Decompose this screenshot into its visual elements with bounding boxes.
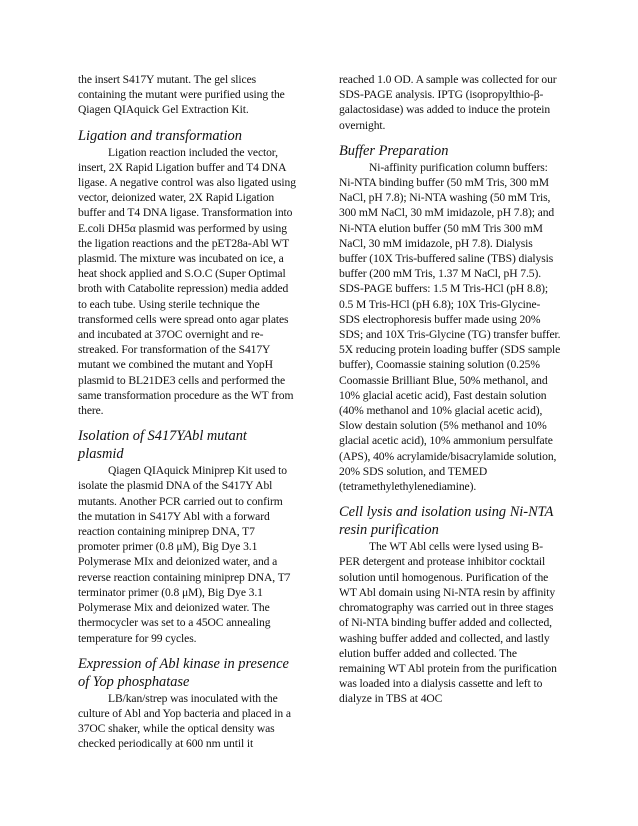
section-body-ligation: Ligation reaction included the vector, insert, 2X Rapid Ligation buffer and T4 DNA ligase. A negative control was also ligated using vector, deionized water, 2X Rapid Ligation buffer and T4 DNA ligase. Transformation into E.coli DH5α plasmid was performed by using the ligation reactions and the pET28a-Abl WT plasmid. The mixture was incubated on ice, a heat shock applied and S.O.C (Super Optimal broth with Catabolite repression) media added to each tube. Using sterile technique the transformed cells were spread onto agar plates and incubated at 37OC overnight and re-streaked. For transformation of the S417Y mutant we combined the mutant and YopH plasmid to BL21DE3 cells and performed the same transformation procedure as the WT from there. [78,145,296,418]
section-body-cell-lysis: The WT Abl cells were lysed using B-PER detergent and protease inhibitor cocktail solution until homogenous. Purification of the WT Abl domain using Ni-NTA resin by affinity chromatography was carried out in three stages of Ni-NTA binding buffer added and collected, washing buffer added and collected, and lastly elution buffer added and collected. The remaining WT Abl protein from the purification was loaded into a dialysis cassette and left to dialyze in TBS at 4OC [339,540,557,706]
section-heading-ligation: Ligation and transformation [78,127,242,144]
section-body-buffer: Ni-affinity purification column buffers: Ni-NTA binding buffer (50 mM Tris, 300 mM NaCl, pH 7.8); Ni-NTA washing (50 mM Tris, 300 mM NaCl, 30 mM imidazole, pH 7.8); and Ni-NTA elution buffer (50 mM Tris 300 mM NaCl, 30 mM imidazole, pH 7.8). Dialysis buffer (10X Tris-buffered saline (TBS) dialysis buffer (200 mM Tris, 1.37 M NaCl, pH 7.5). SDS-PAGE buffers: 1.5 M Tris-HCl (pH 8.8); 0.5 M Tris-HCl (pH 6.8); 10X Tris-Glycine-SDS electrophoresis buffer made using 20% SDS; and 10X Tris-Glycine (TG) transfer buffer. 5X reducing protein loading buffer (SDS sample buffer), Coomassie staining solution (0.25% Coomassie Brilliant Blue, 50% methanol, and 10% glacial acetic acid), Fast destain solution (40% methanol and 10% glacial acetic acid), Slow destain solution (5% methanol and 10% glacial acetic acid), 10% ammonium persulfate (APS), 40% acrylamide/bisacrylamide solution, 20% SDS solution, and TEMED (tetramethylethylenediamine). [339,160,561,494]
section-body-isolation: Qiagen QIAquick Miniprep Kit used to isolate the plasmid DNA of the S417Y Abl mutants. Another PCR carried out to confirm the mutation in S417Y Abl with a forward reaction containing miniprep DNA, T7 promoter primer (0.8 μM), Big Dye 3.1 Polymerase MIx and deionized water, and a reverse reaction containing miniprep DNA, T7 terminator primer (0.8 μM), Big Dye 3.1 Polymerase Mix and deionized water. The thermocycler was set to a 45OC annealing temperature for 99 cycles. [78,464,291,645]
section-body-expression: LB/kan/strep was inoculated with the culture of Abl and Yop bacteria and placed in a 37OC shaker, while the optical density was checked periodically at 600 nm until it [78,691,291,751]
section-heading-expression: Expression of Abl kinase in presence of Yop phosphatase [78,655,289,690]
section-heading-isolation: Isolation of S417YAbl mutant plasmid [78,428,247,463]
right-column [339,72,561,707]
section-heading-cell-lysis: Cell lysis and isolation using Ni-NTA resin purification [339,504,554,539]
right-intro-paragraph: reached 1.0 OD. A sample was collected for our SDS-PAGE analysis. IPTG (isopropylthio-β-galactosidase) was added to induce the protein overnight. [339,73,557,132]
section-heading-buffer: Buffer Preparation [339,142,449,159]
left-intro-paragraph: the insert S417Y mutant. The gel slices containing the mutant were purified using the Qiagen QIAquick Gel Extraction Kit. [78,73,285,117]
left-column [78,72,296,752]
